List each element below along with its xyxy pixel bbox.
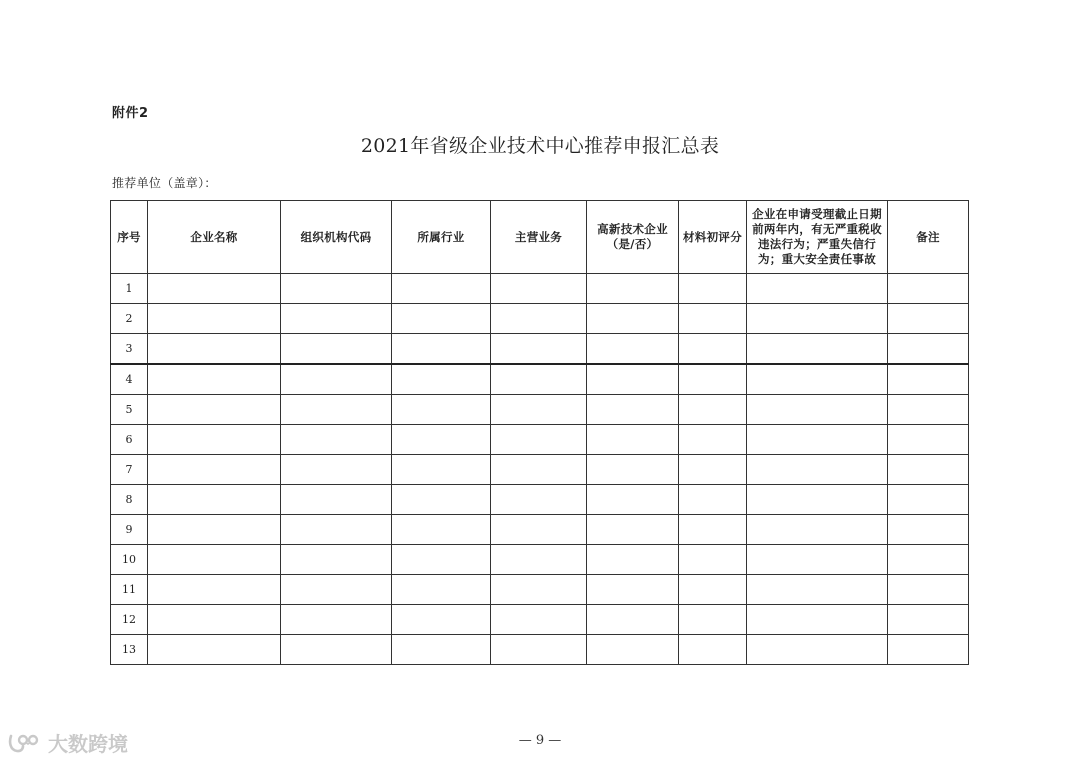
- empty-cell: [491, 425, 587, 455]
- table-row: [111, 455, 969, 485]
- watermark-text: 大数跨境: [48, 732, 128, 756]
- empty-cell: [888, 395, 969, 425]
- table-row: [111, 515, 969, 545]
- empty-cell: [148, 304, 281, 334]
- empty-cell: [747, 334, 888, 365]
- empty-cell: [148, 575, 281, 605]
- empty-cell: [491, 605, 587, 635]
- empty-cell: [679, 274, 747, 304]
- empty-cell: [491, 364, 587, 395]
- empty-cell: [888, 635, 969, 665]
- empty-cell: [587, 274, 679, 304]
- row-index-cell: 5: [111, 395, 148, 425]
- empty-cell: [148, 364, 281, 395]
- col-header-main-business: 主营业务: [491, 201, 587, 274]
- table-row: [111, 304, 969, 334]
- empty-cell: [679, 395, 747, 425]
- row-index-cell: 8: [111, 485, 148, 515]
- empty-cell: [747, 395, 888, 425]
- empty-cell: [587, 635, 679, 665]
- empty-cell: [148, 605, 281, 635]
- empty-cell: [679, 515, 747, 545]
- empty-cell: [281, 364, 392, 395]
- empty-cell: [587, 605, 679, 635]
- empty-cell: [679, 455, 747, 485]
- empty-cell: [747, 455, 888, 485]
- empty-cell: [679, 575, 747, 605]
- table-row: [111, 605, 969, 635]
- empty-cell: [747, 605, 888, 635]
- empty-cell: [281, 515, 392, 545]
- empty-cell: [491, 545, 587, 575]
- empty-cell: [392, 605, 491, 635]
- empty-cell: [587, 395, 679, 425]
- col-header-org-code: 组织机构代码: [281, 201, 392, 274]
- empty-cell: [587, 364, 679, 395]
- empty-cell: [392, 364, 491, 395]
- table-row: [111, 274, 969, 304]
- empty-cell: [888, 334, 969, 365]
- empty-cell: [587, 515, 679, 545]
- attachment-label: 附件2: [112, 106, 149, 121]
- empty-cell: [679, 605, 747, 635]
- row-index-cell: 3: [111, 334, 148, 365]
- empty-cell: [281, 545, 392, 575]
- empty-cell: [491, 274, 587, 304]
- table-row: [111, 425, 969, 455]
- empty-cell: [392, 304, 491, 334]
- empty-cell: [888, 364, 969, 395]
- empty-cell: [888, 485, 969, 515]
- empty-cell: [587, 425, 679, 455]
- table-row: [111, 545, 969, 575]
- empty-cell: [679, 635, 747, 665]
- empty-cell: [281, 635, 392, 665]
- row-index-cell: 4: [111, 364, 148, 395]
- empty-cell: [747, 485, 888, 515]
- empty-cell: [679, 485, 747, 515]
- empty-cell: [888, 605, 969, 635]
- empty-cell: [148, 635, 281, 665]
- empty-cell: [888, 455, 969, 485]
- empty-cell: [281, 575, 392, 605]
- document-title: 2021年省级企业技术中心推荐申报汇总表: [360, 135, 720, 157]
- empty-cell: [392, 545, 491, 575]
- empty-cell: [491, 485, 587, 515]
- table-row: [111, 334, 969, 365]
- empty-cell: [747, 575, 888, 605]
- empty-cell: [392, 395, 491, 425]
- empty-cell: [281, 425, 392, 455]
- table-header-row: [111, 201, 969, 274]
- empty-cell: [587, 455, 679, 485]
- brand-logo-icon: [8, 732, 42, 754]
- empty-cell: [281, 395, 392, 425]
- empty-cell: [747, 515, 888, 545]
- empty-cell: [392, 515, 491, 545]
- row-index-cell: 6: [111, 425, 148, 455]
- empty-cell: [888, 425, 969, 455]
- empty-cell: [281, 605, 392, 635]
- empty-cell: [491, 395, 587, 425]
- row-index-cell: 11: [111, 575, 148, 605]
- table-row: [111, 395, 969, 425]
- empty-cell: [679, 545, 747, 575]
- empty-cell: [491, 304, 587, 334]
- page-number: — 9 —: [518, 733, 562, 748]
- empty-cell: [392, 485, 491, 515]
- empty-cell: [491, 334, 587, 365]
- col-header-industry: 所属行业: [392, 201, 491, 274]
- empty-cell: [888, 545, 969, 575]
- empty-cell: [148, 425, 281, 455]
- col-header-index: 序号: [111, 201, 148, 274]
- row-index-cell: 10: [111, 545, 148, 575]
- empty-cell: [392, 425, 491, 455]
- empty-cell: [148, 455, 281, 485]
- empty-cell: [148, 334, 281, 365]
- table-body: [111, 274, 969, 665]
- watermark: [8, 728, 128, 757]
- table-row: [111, 635, 969, 665]
- empty-cell: [747, 545, 888, 575]
- row-index-cell: 2: [111, 304, 148, 334]
- empty-cell: [587, 485, 679, 515]
- empty-cell: [747, 364, 888, 395]
- empty-cell: [281, 274, 392, 304]
- empty-cell: [587, 334, 679, 365]
- empty-cell: [392, 575, 491, 605]
- row-index-cell: 13: [111, 635, 148, 665]
- col-header-initial-score: 材料初评分: [679, 201, 747, 274]
- recommender-label: 推荐单位（盖章）：: [112, 176, 217, 190]
- col-header-company-name: 企业名称: [148, 201, 281, 274]
- empty-cell: [747, 635, 888, 665]
- empty-cell: [747, 274, 888, 304]
- table-row: [111, 364, 969, 395]
- summary-table: [110, 200, 969, 665]
- empty-cell: [747, 304, 888, 334]
- empty-cell: [587, 575, 679, 605]
- col-header-high-tech: 高新技术企业 （是/否）: [587, 201, 679, 274]
- empty-cell: [888, 515, 969, 545]
- empty-cell: [491, 635, 587, 665]
- empty-cell: [491, 575, 587, 605]
- empty-cell: [679, 334, 747, 365]
- empty-cell: [679, 425, 747, 455]
- empty-cell: [491, 515, 587, 545]
- row-index-cell: 12: [111, 605, 148, 635]
- empty-cell: [281, 485, 392, 515]
- empty-cell: [148, 395, 281, 425]
- empty-cell: [392, 274, 491, 304]
- empty-cell: [888, 575, 969, 605]
- empty-cell: [281, 304, 392, 334]
- empty-cell: [587, 304, 679, 334]
- row-index-cell: 1: [111, 274, 148, 304]
- row-index-cell: 7: [111, 455, 148, 485]
- empty-cell: [491, 455, 587, 485]
- empty-cell: [148, 274, 281, 304]
- empty-cell: [679, 304, 747, 334]
- empty-cell: [747, 425, 888, 455]
- col-header-remarks: 备注: [888, 201, 969, 274]
- empty-cell: [148, 515, 281, 545]
- empty-cell: [888, 304, 969, 334]
- empty-cell: [392, 635, 491, 665]
- row-index-cell: 9: [111, 515, 148, 545]
- empty-cell: [888, 274, 969, 304]
- col-header-violations: 企业在申请受理截止日期前两年内，有无严重税收违法行为；严重失信行为；重大安全责任事故: [747, 201, 888, 274]
- table-row: [111, 575, 969, 605]
- empty-cell: [281, 334, 392, 365]
- empty-cell: [148, 485, 281, 515]
- empty-cell: [679, 364, 747, 395]
- empty-cell: [281, 455, 392, 485]
- table-row: [111, 485, 969, 515]
- empty-cell: [392, 334, 491, 365]
- empty-cell: [587, 545, 679, 575]
- empty-cell: [148, 545, 281, 575]
- empty-cell: [392, 455, 491, 485]
